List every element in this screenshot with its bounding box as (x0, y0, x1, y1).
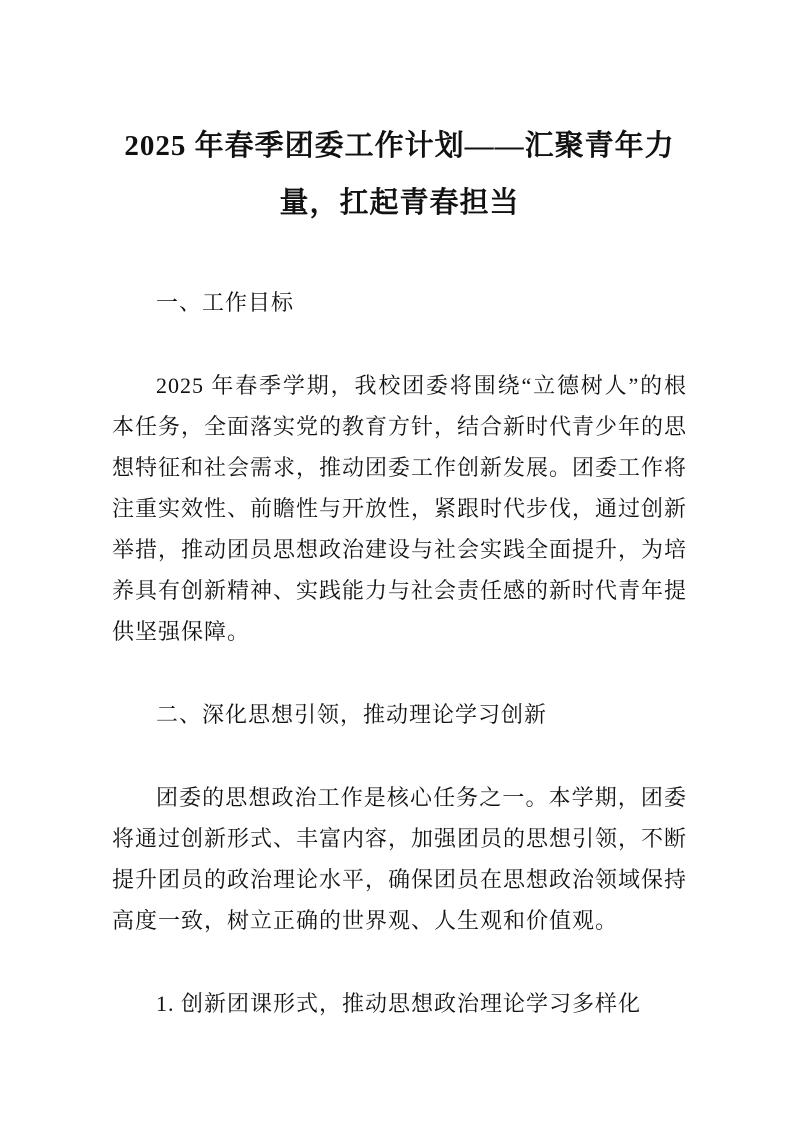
section-1-heading: 一、工作目标 (156, 290, 295, 315)
section-2-subitem-1: 1. 创新团课形式，推动思想政治理论学习多样化 (156, 991, 642, 1016)
section-2-heading: 二、深化思想引领，推动理论学习创新 (156, 702, 548, 727)
section-2-paragraph-1: 团委的思想政治工作是核心任务之一。本学期，团委将通过创新形式、丰富内容，加强团员的思想引领，不断提升团员的政治理论水平，确保团员在思想政治领域保持高度一致，树立正确的世界观、人生观和价值观。 (112, 785, 688, 933)
section-1-paragraph-1: 2025 年春季学期，我校团委将围绕“立德树人”的根本任务，全面落实党的教育方针，结合新时代青少年的思想特征和社会需求，推动团委工作创新发展。团委工作将注重实效性、前瞻性与开放性，紧跟时代步伐，通过创新举措，推动团员思想政治建设与社会实践全面提升，为培养具有创新精神、实践能力与社会责任感的新时代青年提供坚强保障。 (112, 373, 688, 644)
document-title: 2025 年春季团委工作计划——汇聚青年力量，扛起青春担当 (124, 130, 675, 219)
